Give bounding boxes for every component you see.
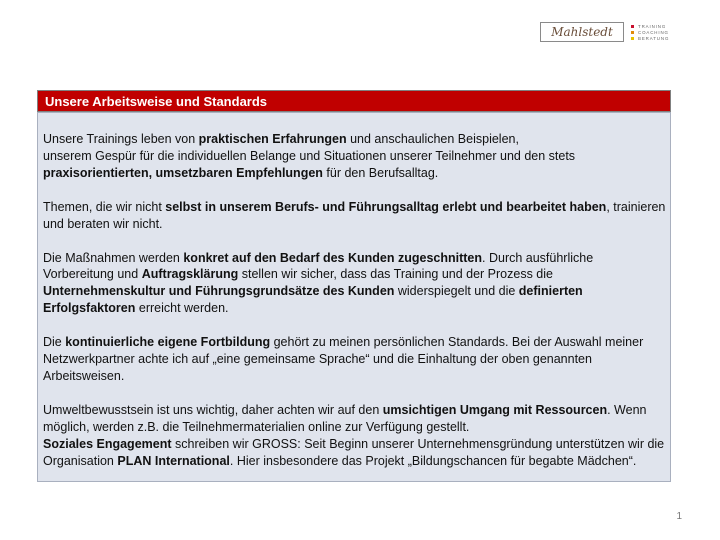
section-header-bar	[37, 90, 671, 112]
emphasis-text: selbst in unserem Berufs- und Führungsalltag erlebt und bearbeitet haben	[165, 199, 607, 214]
logo-tagline	[631, 23, 669, 41]
text-run: . Wenn möglich, werden z.B. die Teilnehmermaterialien online zur Verfügung gestellt.	[43, 402, 647, 434]
page-number: 1	[676, 511, 682, 522]
emphasis-text: umsichtigen Umgang mit Ressourcen	[382, 402, 608, 417]
paragraph-trainings	[43, 131, 666, 182]
logo-tag-label: TRAINING	[638, 23, 667, 29]
text-run: erreicht werden.	[135, 301, 229, 316]
emphasis-text: Soziales Engagement	[43, 436, 172, 451]
red-square-icon	[631, 25, 634, 28]
text-run: Themen, die wir nicht	[43, 199, 166, 214]
text-run: . Hier insbesondere das Projekt „Bildungschancen für begabte Mädchen“.	[229, 453, 637, 468]
text-run: unserem Gespür für die individuellen Belange und Situationen unserer Teilnehmer und den stets	[43, 148, 576, 163]
text-run: Die	[43, 335, 66, 350]
emphasis-text: Auftragsklärung	[141, 267, 239, 282]
emphasis-text: praxisorientierten, umsetzbaren Empfehlungen	[43, 165, 323, 180]
text-run: Umweltbewusstsein ist uns wichtig, daher achten wir auf den	[43, 402, 383, 417]
emphasis-text: kontinuierliche eigene Fortbildung	[65, 335, 271, 350]
text-run: schreiben wir GROSS: Seit Beginn unserer Unternehmensgründung unterstützen wir die Organisation	[43, 436, 665, 468]
text-run: . Durch ausführliche Vorbereitung und	[43, 250, 594, 282]
text-run: gehört zu meinen persönlichen Standards. Bei der Auswahl meiner Netzwerkpartner achte ich auf „eine gemeinsame Sprache“ und die Einhaltung der oben genannten Arbeitsweisen.	[43, 335, 644, 383]
paragraph-fortbildung	[43, 334, 666, 385]
section-title: Unsere Arbeitsweise und Standards	[45, 94, 268, 109]
company-logo	[540, 22, 690, 46]
emphasis-text: konkret auf den Bedarf des Kunden zugeschnitten	[183, 250, 483, 265]
emphasis-text: Unternehmenskultur und Führungsgrundsätze des Kunden	[43, 284, 395, 299]
paragraph-themen	[43, 199, 666, 233]
paragraph-massnahmen	[43, 250, 666, 318]
orange-square-icon	[631, 31, 634, 34]
text-run: , trainieren und beraten wir nicht.	[43, 199, 666, 231]
text-run: und anschaulichen Beispielen,	[346, 132, 519, 146]
logo-wordmark: Mahlstedt	[540, 22, 624, 42]
emphasis-text: praktischen Erfahrungen	[198, 132, 347, 146]
text-run: für den Berufsalltag.	[322, 165, 439, 180]
text-run: Die Maßnahmen werden	[43, 250, 184, 265]
text-run: stellen wir sicher, dass das Training und der Prozess die	[238, 267, 553, 282]
emphasis-text: PLAN International	[117, 453, 230, 468]
emphasis-text: definierten Erfolgsfaktoren	[43, 284, 583, 316]
content-panel	[37, 112, 671, 482]
logo-tag-label: COACHING	[638, 29, 669, 35]
logo-tag-label: BERATUNG	[638, 35, 670, 41]
paragraph-umwelt	[43, 402, 666, 470]
text-run: Unsere Trainings leben von	[43, 132, 199, 146]
logo-tag-beratung	[631, 35, 669, 41]
yellow-square-icon	[631, 37, 634, 40]
text-run: widerspiegelt und die	[394, 284, 519, 299]
